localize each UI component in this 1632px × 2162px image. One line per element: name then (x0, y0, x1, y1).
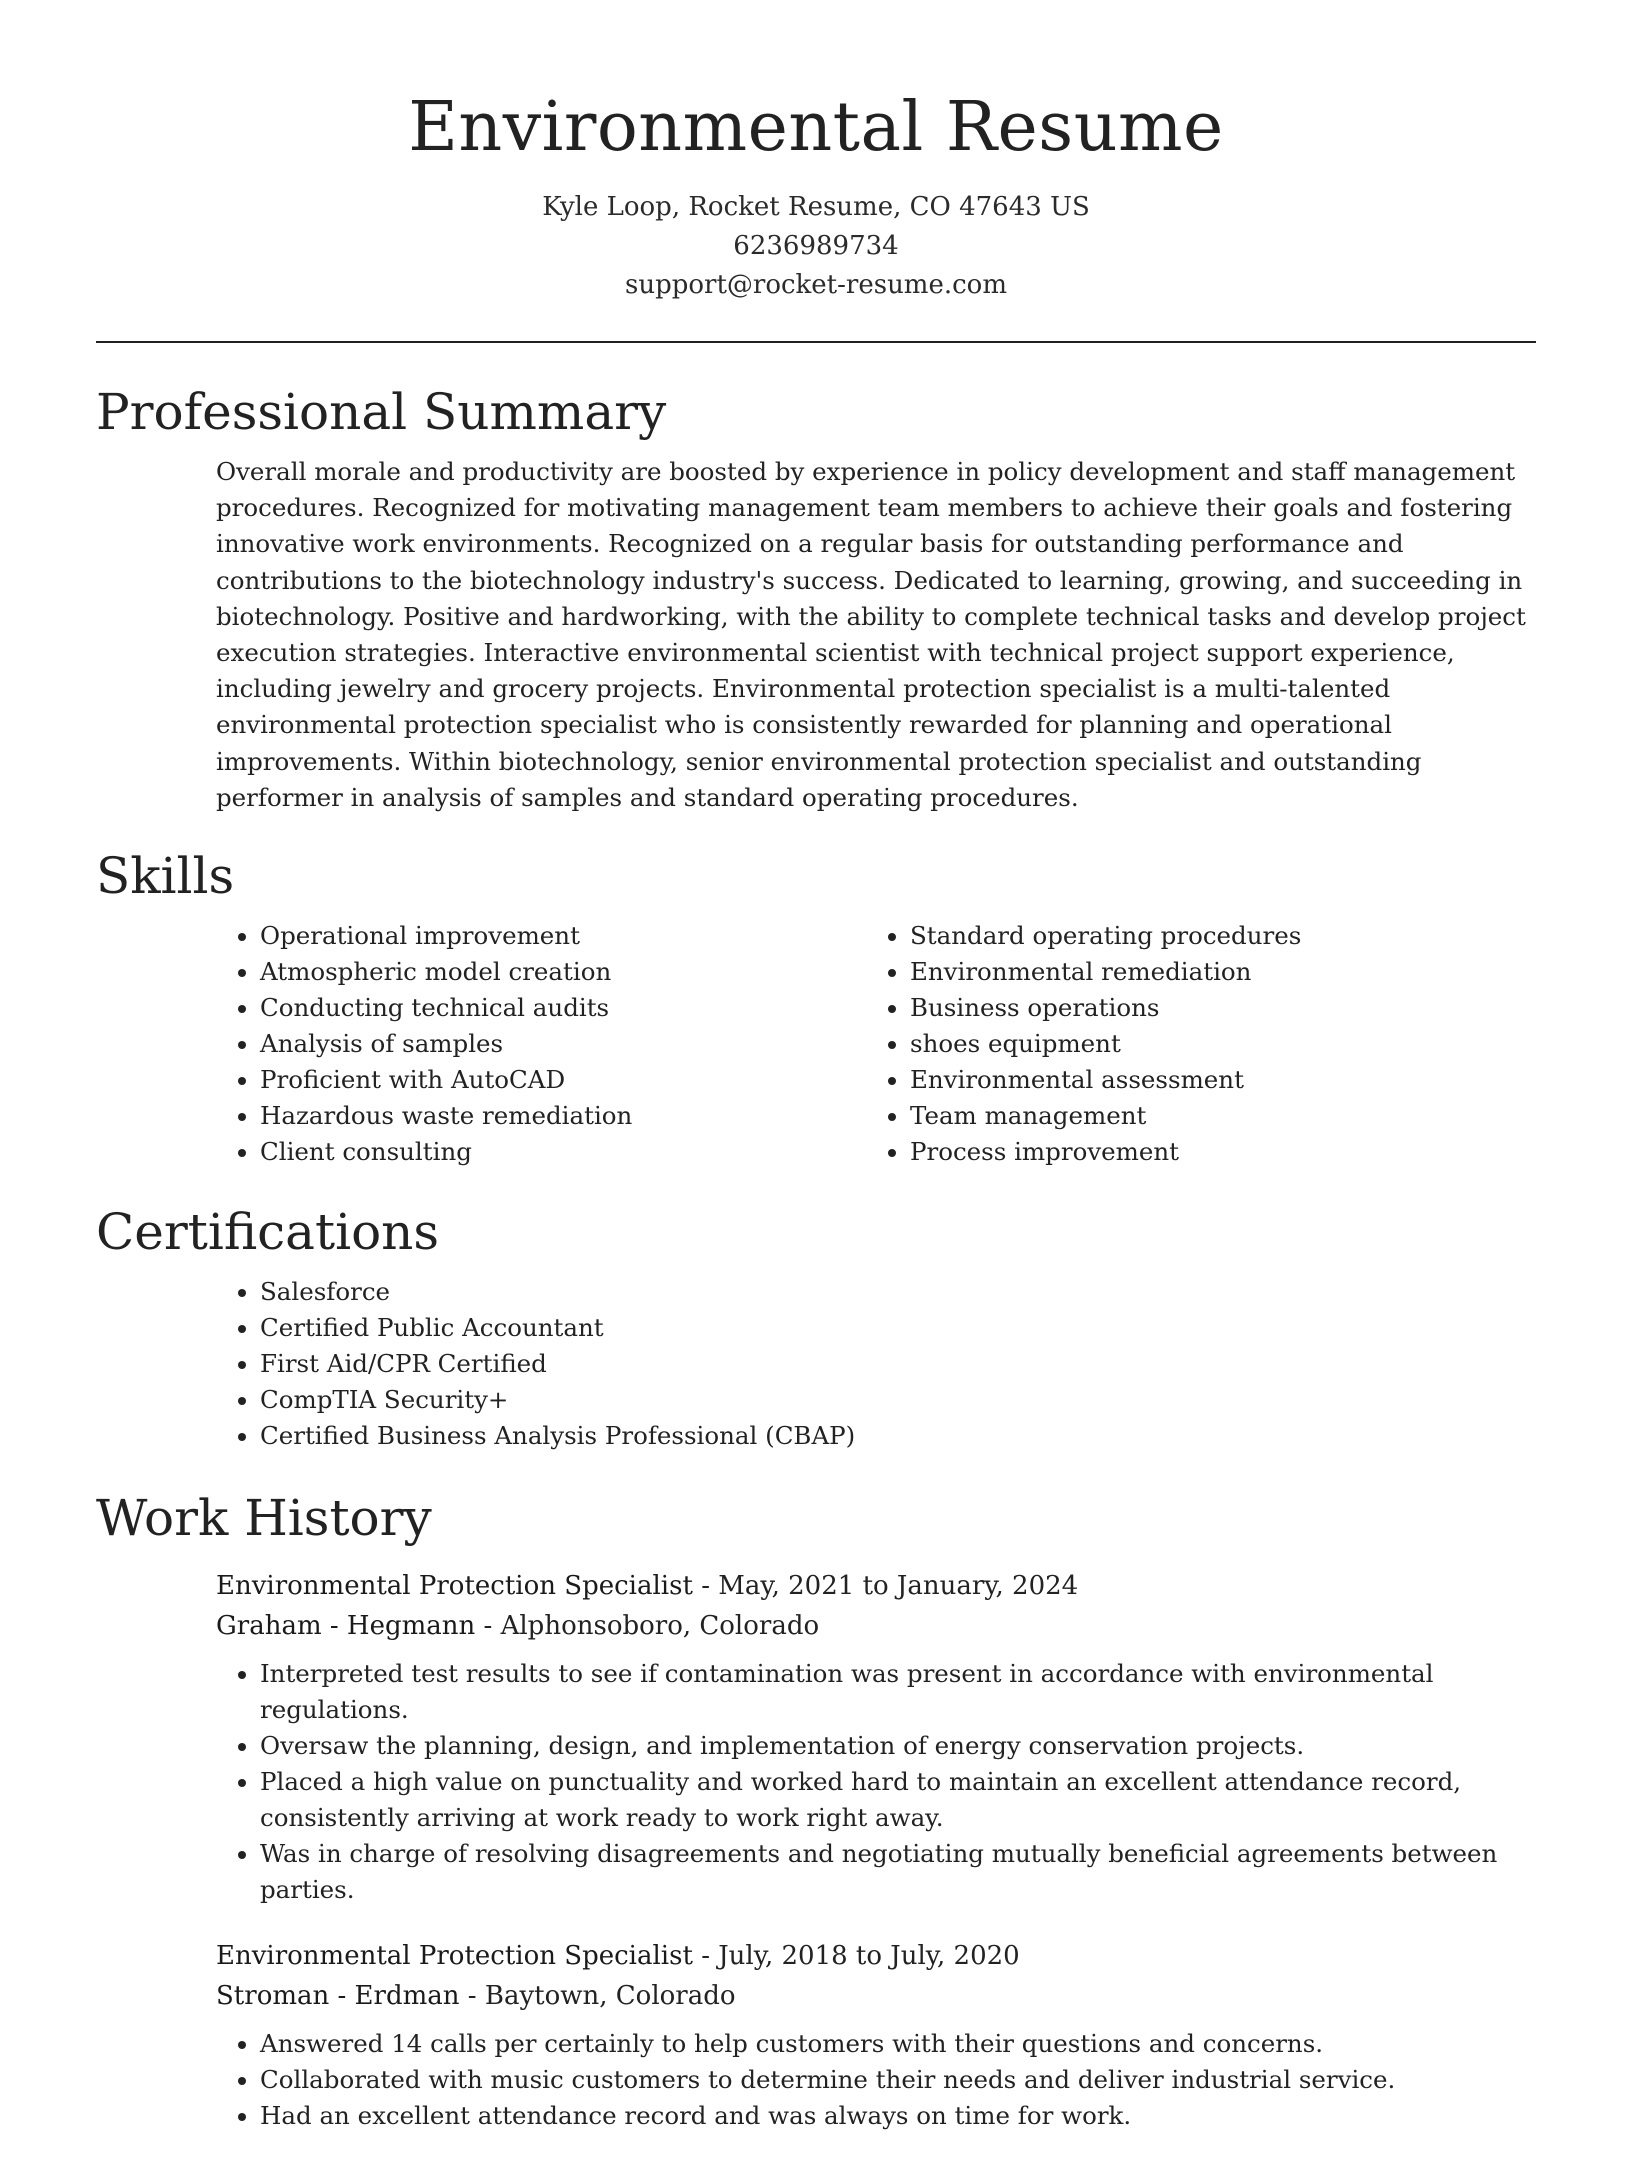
skill-item: • Business operations (910, 990, 1516, 1026)
certification-item: • First Aid/CPR Certified (260, 1346, 1536, 1382)
skill-item: • shoes equipment (910, 1026, 1516, 1062)
job-separator: - (701, 1571, 719, 1601)
skill-item: • Conducting technical audits (260, 990, 866, 1026)
job-title-line (216, 1566, 1536, 1606)
skills-column-right (866, 918, 1516, 1170)
job-entry (216, 1566, 1536, 1908)
job-title: Environmental Protection Specialist (216, 1571, 693, 1601)
job-bullet: • Had an excellent attendance record and was always on time for work. (260, 2098, 1536, 2134)
job-title-line (216, 1936, 1536, 1976)
certifications-section (96, 1202, 1536, 1454)
summary-section (96, 382, 1536, 816)
summary-text: Overall morale and productivity are boosted by experience in policy development and staff management procedures. Recognized for motivating management team members to achieve their goals and fostering innovative work environments. Recognized on a regular basis for outstanding performance and contributions to the biotechnology industry's success. Dedicated to learning, growing, and succeeding in biotechnology. Positive and hardworking, with the ability to complete technical tasks and develop project execution strategies. Interactive environmental scientist with technical project support experience, including jewelry and grocery projects. Environmental protection specialist is a multi-talented environmental protection specialist who is consistently rewarded for planning and operational improvements. Within biotechnology, senior environmental protection specialist and outstanding performer in analysis of samples and standard operating procedures. (216, 457, 1526, 812)
job-dates: May, 2021 to January, 2024 (718, 1571, 1079, 1601)
job-title: Environmental Protection Specialist (216, 1941, 693, 1971)
skill-item: • Proficient with AutoCAD (260, 1062, 866, 1098)
job-company: Stroman - Erdman (216, 1981, 460, 2011)
skills-section (96, 846, 1536, 1170)
job-entry (216, 1936, 1536, 2134)
job-dates: July, 2018 to July, 2020 (718, 1941, 1020, 1971)
job-location: Alphonsoboro, Colorado (500, 1611, 820, 1641)
header-divider (96, 341, 1536, 343)
skill-item: • Environmental assessment (910, 1062, 1516, 1098)
job-company-line (216, 1976, 1536, 2016)
certification-item: • Certified Business Analysis Professional (CBAP) (260, 1418, 1536, 1454)
certification-item: • Salesforce (260, 1274, 1536, 1310)
skill-item: • Analysis of samples (260, 1026, 866, 1062)
resume-header (96, 0, 1536, 343)
work-history-heading: Work History (96, 1489, 432, 1547)
job-separator: - (467, 1981, 485, 2011)
certification-item: • Certified Public Accountant (260, 1310, 1536, 1346)
skill-item: • Standard operating procedures (910, 918, 1516, 954)
job-separator: - (483, 1611, 501, 1641)
skill-item: • Process improvement (910, 1134, 1516, 1170)
skill-item: • Operational improvement (260, 918, 866, 954)
job-bullet: • Interpreted test results to see if contamination was present in accordance with environmental regulations. (260, 1656, 1536, 1728)
contact-block (96, 188, 1536, 305)
job-company: Graham - Hegmann (216, 1611, 476, 1641)
skill-item: • Hazardous waste remediation (260, 1098, 866, 1134)
job-bullet: • Collaborated with music customers to determine their needs and deliver industrial service. (260, 2062, 1536, 2098)
resume-page (96, 0, 1536, 2130)
job-company-line (216, 1606, 1536, 1646)
skills-column-left (216, 918, 866, 1170)
job-bullet: • Answered 14 calls per certainly to help customers with their questions and concerns. (260, 2026, 1536, 2062)
contact-address: Kyle Loop, Rocket Resume, CO 47643 US (542, 192, 1090, 222)
skill-item: • Team management (910, 1098, 1516, 1134)
job-location: Baytown, Colorado (484, 1981, 736, 2011)
resume-title: Environmental Resume (408, 88, 1224, 167)
contact-email: support@rocket-resume.com (624, 270, 1007, 300)
skills-heading: Skills (96, 847, 235, 905)
contact-phone: 6236989734 (733, 231, 899, 261)
job-bullet: • Placed a high value on punctuality and worked hard to maintain an excellent attendance record, consistently arriving at work ready to work right away. (260, 1764, 1536, 1836)
job-bullet: • Was in charge of resolving disagreements and negotiating mutually beneficial agreements between parties. (260, 1836, 1536, 1908)
skill-item: • Client consulting (260, 1134, 866, 1170)
certifications-heading: Certifications (96, 1203, 440, 1261)
job-bullet: • Oversaw the planning, design, and implementation of energy conservation projects. (260, 1728, 1536, 1764)
job-separator: - (701, 1941, 719, 1971)
skill-item: • Environmental remediation (910, 954, 1516, 990)
certification-item: • CompTIA Security+ (260, 1382, 1536, 1418)
work-history-section (96, 1488, 1536, 2162)
skill-item: • Atmospheric model creation (260, 954, 866, 990)
summary-heading: Professional Summary (96, 383, 667, 441)
